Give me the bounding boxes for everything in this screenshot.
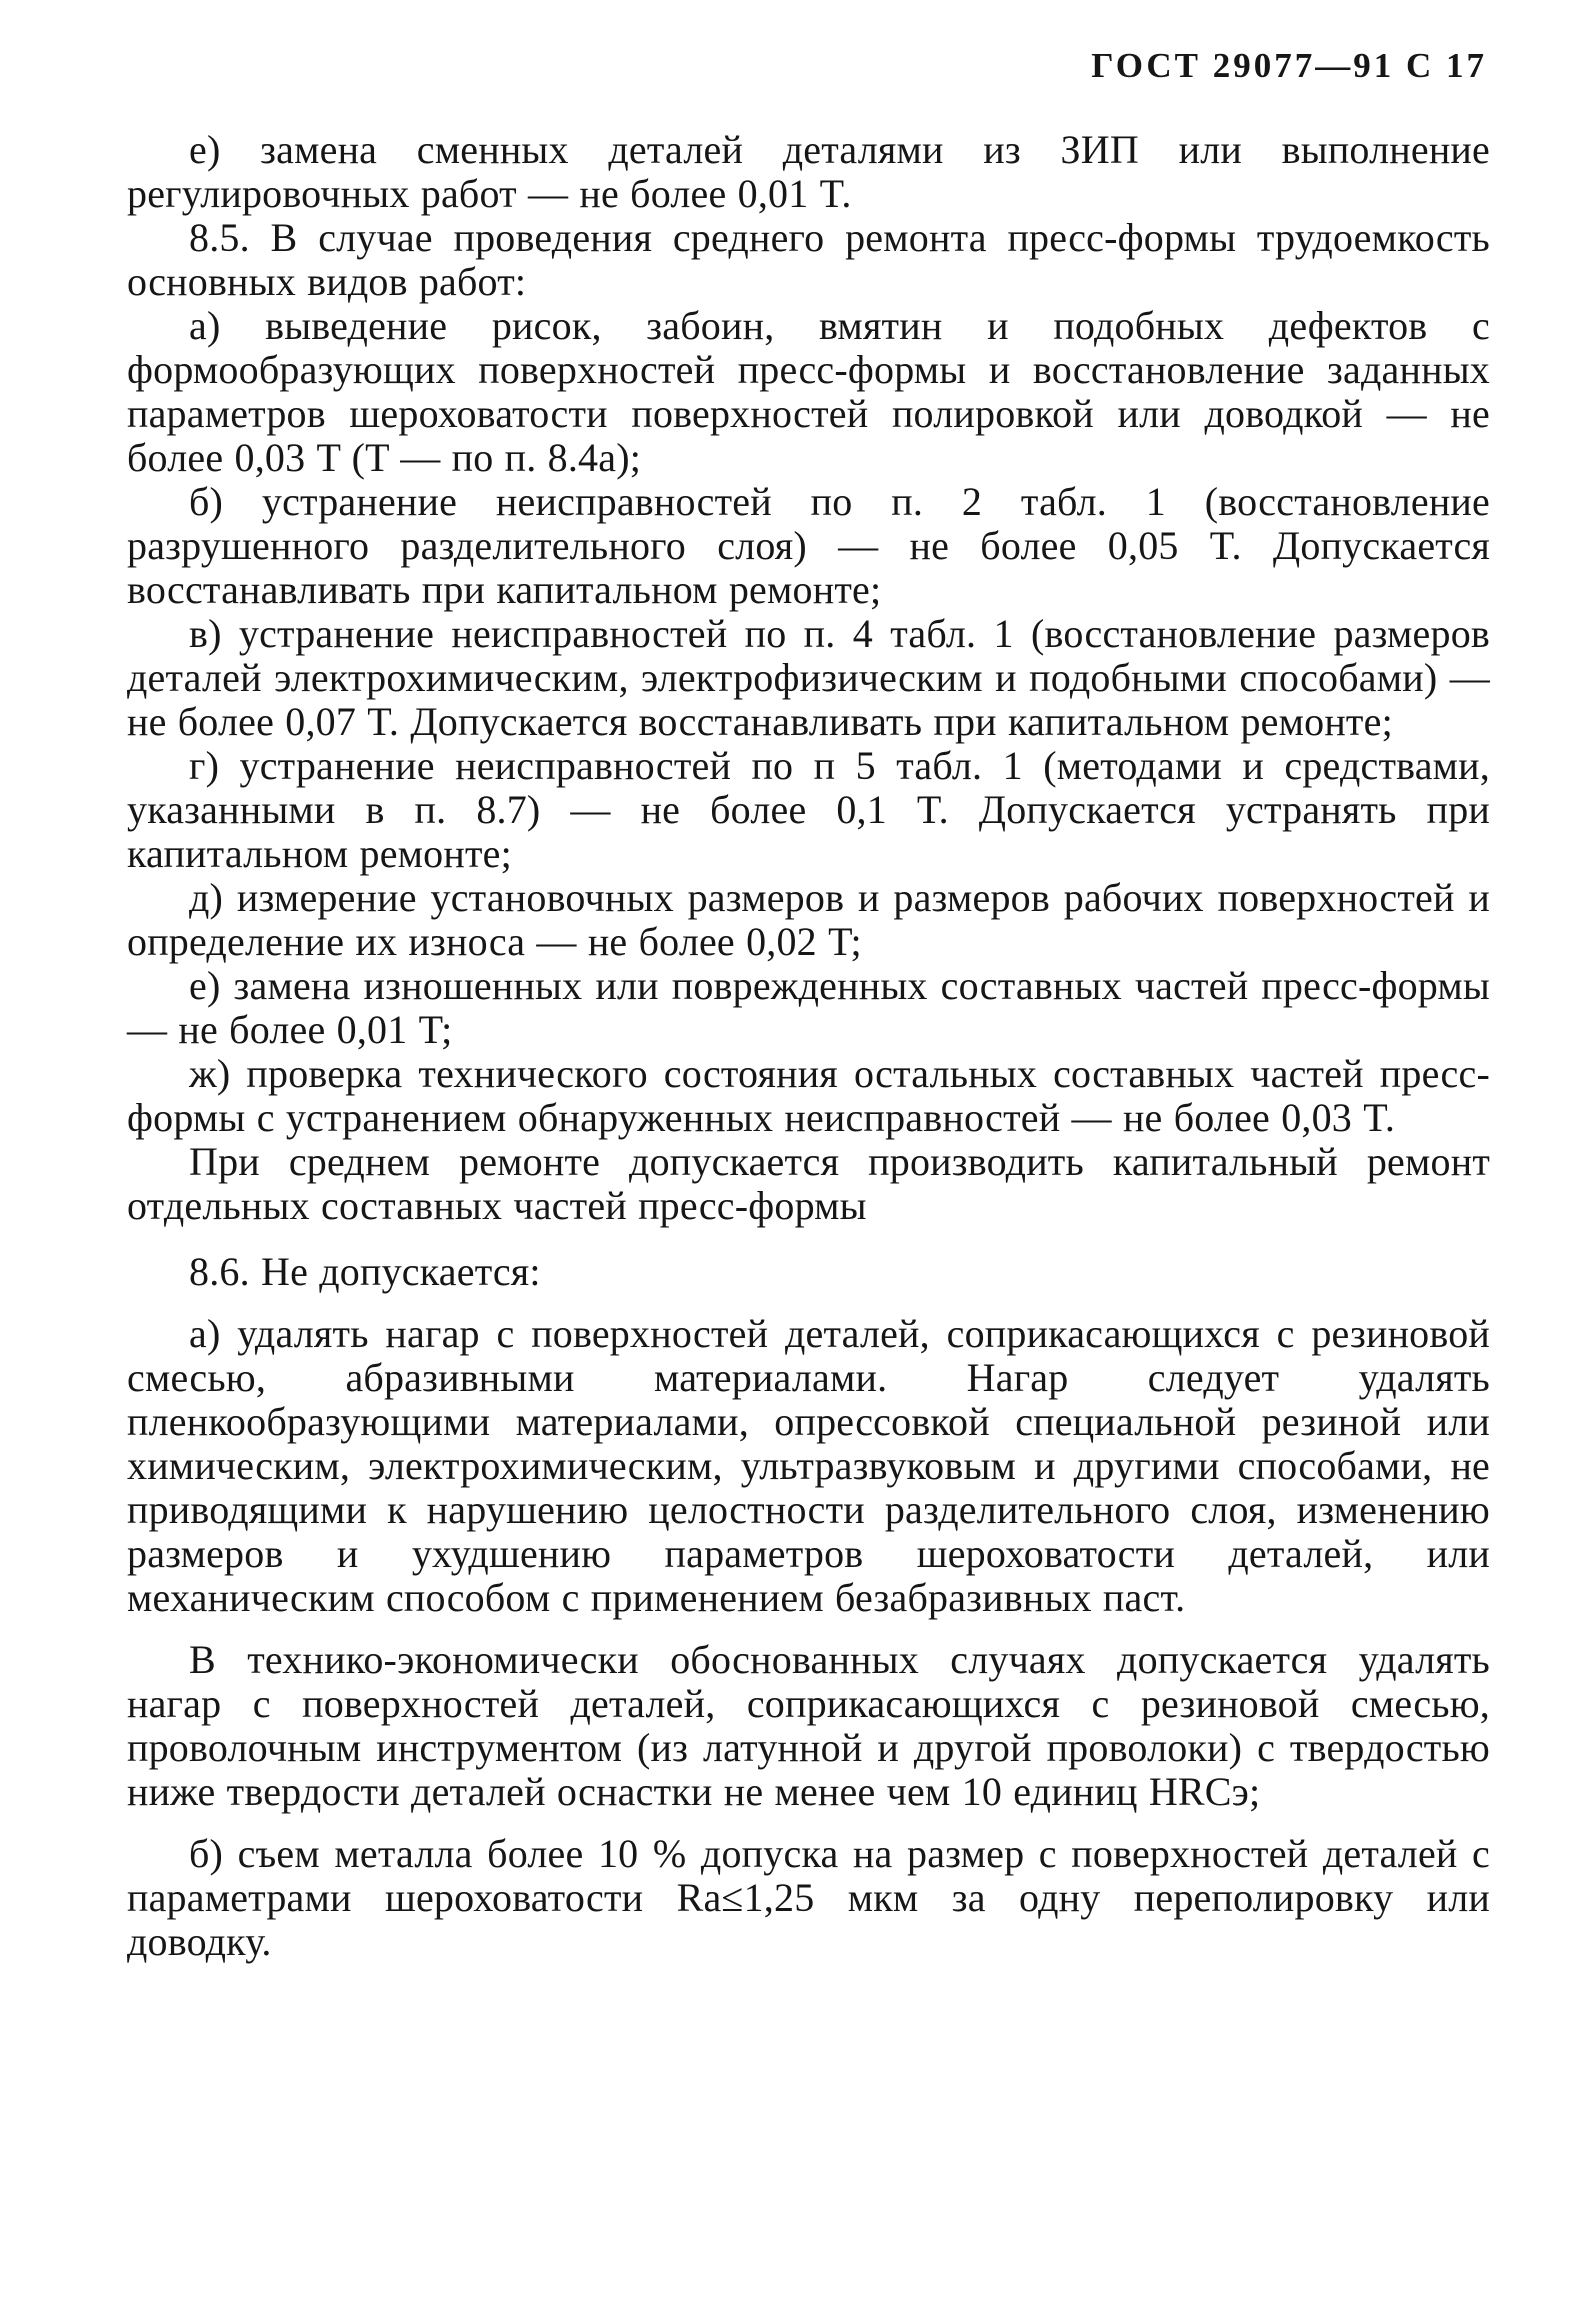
- paragraph-item-b-separating-layer: б) устранение неисправностей по п. 2 табл. 1 (восстановление разрушенного разделительного слоя) — не более 0,05 T. Допускается восстанавливать при капитальном ремонте;: [127, 479, 1490, 612]
- paragraph-item-zh-inspection: ж) проверка технического состояния остальных составных частей пресс-формы с устранением обнаруженных неисправностей — не более 0,03 T.: [127, 1051, 1490, 1140]
- paragraph-item-a-carbon-removal: а) удалять нагар с поверхностей деталей, соприкасающихся с резиновой смесью, абразивными материалами. Нагар следует удалять пленкообразующими материалами, опрессовкой специальной резиной или химическим, электрохимическим, ультразвуковым и другими способами, не приводящими к нарушению целостности разделительного слоя, изменению размеров и ухудшению параметров шероховатости деталей, или механическим способом с применением безабразивных паст.: [127, 1311, 1490, 1620]
- paragraph-wire-tool-note: В технико-экономически обоснованных случаях допускается удалять нагар с поверхностей деталей, соприкасающихся с резиновой смесью, проволочным инструментом (из латунной и другой проволоки) с твердостью ниже твердости деталей оснастки не менее чем 10 единиц HRCэ;: [127, 1637, 1490, 1814]
- paragraph-item-e-spare-parts: е) замена сменных деталей деталями из ЗИП или выполнение регулировочных работ — не более 0,01 T.: [127, 127, 1490, 216]
- paragraph-item-b-metal-removal: б) съем металла более 10 % допуска на размер с поверхностей деталей с параметрами шероховатости Ra≤1,25 мкм за одну переполировку или доводку.: [127, 1831, 1490, 1964]
- body-text: [127, 128, 1490, 1964]
- paragraph-medium-repair-note: При среднем ремонте допускается производить капитальный ремонт отдельных составных частей пресс-формы: [127, 1139, 1490, 1228]
- paragraph-clause-8-5: 8.5. В случае проведения среднего ремонта пресс-формы трудоемкость основных видов работ:: [127, 215, 1490, 304]
- running-header: ГОСТ 29077—91 С 17: [1091, 46, 1487, 85]
- paragraph-item-a-scratches: а) выведение рисок, забоин, вмятин и подобных дефектов с формообразующих поверхностей пресс-формы и восстановление заданных параметров шероховатости поверхностей полировкой или доводкой — не более 0,03 T (T — по п. 8.4а);: [127, 303, 1490, 480]
- paragraph-item-g-faults: г) устранение неисправностей по п 5 табл. 1 (методами и средствами, указанными в п. 8.7) — не более 0,1 T. Допускается устранять при капитальном ремонте;: [127, 743, 1490, 876]
- paragraph-item-d-measurement: д) измерение установочных размеров и размеров рабочих поверхностей и определение их износа — не более 0,02 T;: [127, 875, 1490, 964]
- paragraph-clause-8-6: 8.6. Не допускается:: [189, 1249, 541, 1294]
- paragraph-item-v-dimensions: в) устранение неисправностей по п. 4 табл. 1 (восстановление размеров деталей электрохимическим, электрофизическим и подобными способами) — не более 0,07 T. Допускается восстанавливать при капитальном ремонте;: [127, 611, 1490, 744]
- paragraph-item-e-replacement: е) замена изношенных или поврежденных составных частей пресс-формы — не более 0,01 T;: [127, 963, 1490, 1052]
